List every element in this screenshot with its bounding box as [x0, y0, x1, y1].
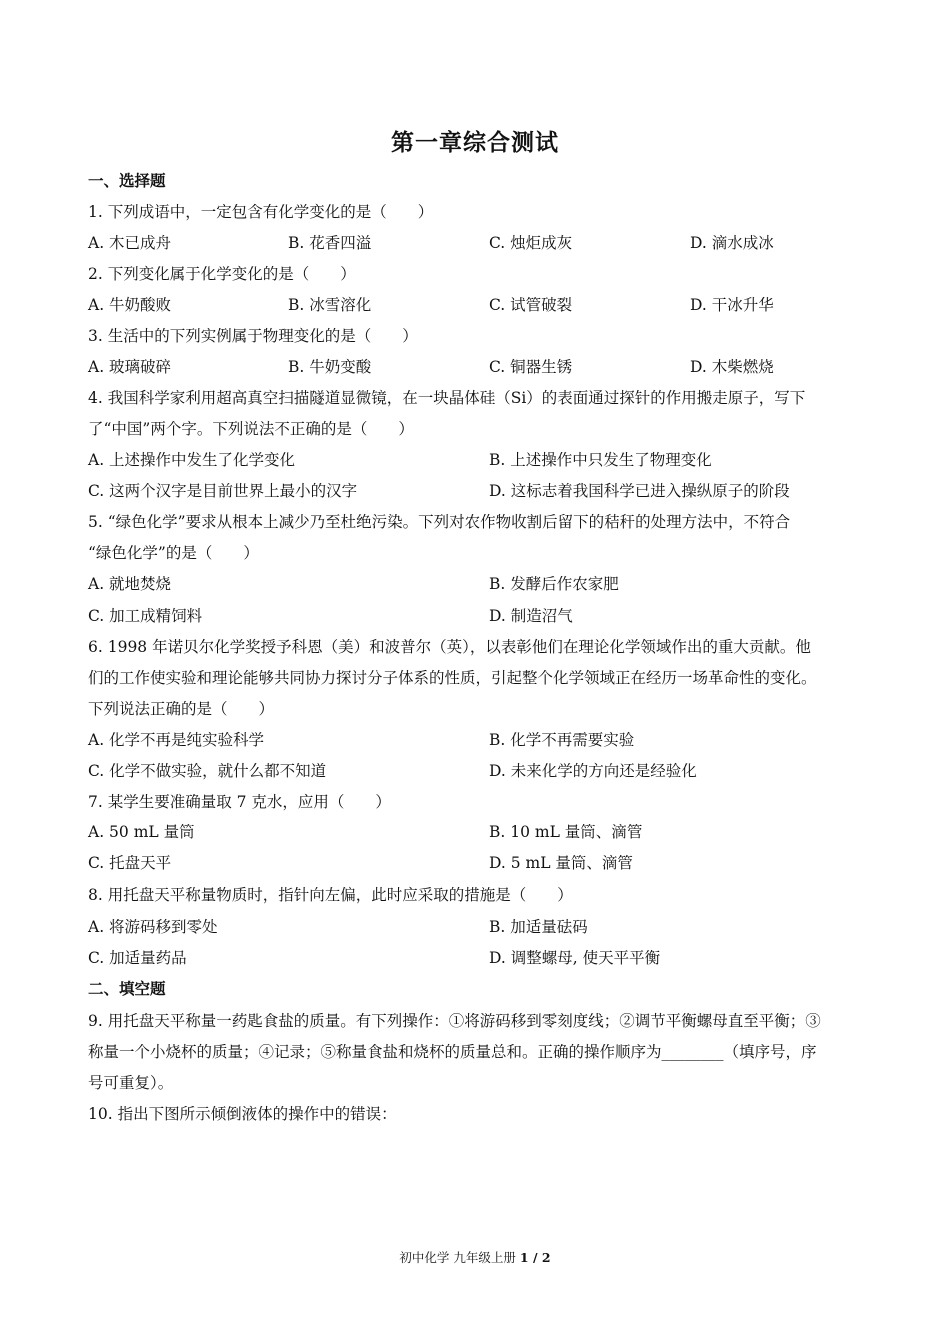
q6-option-b: B. 化学不再需要实验 [489, 731, 635, 749]
q4-option-d: D. 这标志着我国科学已进入操纵原子的阶段 [489, 482, 790, 500]
q7-option-b: B. 10 mL 量筒、滴管 [489, 823, 643, 841]
question-7: 7. 某学生要准确量取 7 克水，应用（ ） [88, 793, 391, 811]
q7-option-c: C. 托盘天平 [88, 854, 172, 872]
question-5-line-1: 5. “绿色化学”要求从根本上减少乃至杜绝污染。下列对农作物收割后留下的秸秆的处理方法中，不符合 [88, 513, 791, 531]
q8-option-a: A. 将游码移到零处 [88, 918, 218, 936]
section-heading-choice: 一、选择题 [88, 171, 166, 190]
q1-option-c: C. 烛炬成灰 [489, 234, 573, 252]
q8-option-c: C. 加适量药品 [88, 949, 187, 967]
q5-option-b: B. 发酵后作农家肥 [489, 575, 619, 593]
q6-option-c: C. 化学不做实验，就什么都不知道 [88, 762, 327, 780]
question-1: 1. 下列成语中，一定包含有化学变化的是（ ） [88, 203, 434, 221]
q2-option-b: B. 冰雪溶化 [288, 296, 372, 314]
question-5-line-2: “绿色化学”的是（ ） [88, 544, 259, 562]
q5-option-c: C. 加工成精饲料 [88, 607, 203, 625]
q6-option-d: D. 未来化学的方向还是经验化 [489, 762, 697, 780]
q3-option-a: A. 玻璃破碎 [88, 358, 172, 376]
question-2: 2. 下列变化属于化学变化的是（ ） [88, 265, 356, 283]
page-footer [0, 1248, 950, 1266]
q5-option-d: D. 制造沼气 [489, 607, 573, 625]
q8-option-d: D. 调整螺母, 使天平平衡 [489, 949, 661, 967]
q8-option-b: B. 加适量砝码 [489, 918, 588, 936]
q3-option-d: D. 木柴燃烧 [690, 358, 774, 376]
question-6-line-2: 们的工作使实验和理论能够共同协力探讨分子体系的性质，引起整个化学领域正在经历一场革命性的变化。 [88, 669, 817, 687]
q7-option-d: D. 5 mL 量筒、滴管 [489, 854, 633, 872]
q1-option-d: D. 滴水成冰 [690, 234, 774, 252]
q3-option-c: C. 铜器生锈 [489, 358, 573, 376]
page-number: 1 / 2 [519, 1250, 551, 1265]
q4-option-b: B. 上述操作中只发生了物理变化 [489, 451, 712, 469]
q3-option-b: B. 牛奶变酸 [288, 358, 372, 376]
q4-option-c: C. 这两个汉字是目前世界上最小的汉字 [88, 482, 358, 500]
q5-option-a: A. 就地焚烧 [88, 575, 172, 593]
question-6-line-1: 6. 1998 年诺贝尔化学奖授予科恩（美）和波普尔（英），以表彰他们在理论化学领域作出的重大贡献。他 [88, 638, 811, 656]
question-9-line-1: 9. 用托盘天平称量一药匙食盐的质量。有下列操作：①将游码移到零刻度线；②调节平衡螺母直至平衡；③ [88, 1012, 821, 1030]
q1-option-b: B. 花香四溢 [288, 234, 372, 252]
question-8: 8. 用托盘天平称量物质时，指针向左偏，此时应采取的措施是（ ） [88, 886, 573, 904]
q1-option-a: A. 木已成舟 [88, 234, 172, 252]
footer-label: 初中化学 九年级上册 [399, 1250, 516, 1265]
question-3: 3. 生活中的下列实例属于物理变化的是（ ） [88, 327, 418, 345]
q6-option-a: A. 化学不再是纯实验科学 [88, 731, 265, 749]
question-9-line-2: 称量一个小烧杯的质量；④记录；⑤称量食盐和烧杯的质量总和。正确的操作顺序为________（填序号，序 [88, 1043, 817, 1061]
section-heading-fill: 二、填空题 [88, 979, 166, 998]
q7-option-a: A. 50 mL 量筒 [88, 823, 195, 841]
question-4-line-2: 了“中国”两个字。下列说法不正确的是（ ） [88, 420, 414, 438]
q2-option-c: C. 试管破裂 [489, 296, 573, 314]
question-4-line-1: 4. 我国科学家利用超高真空扫描隧道显微镜，在一块晶体硅（Si）的表面通过探针的作用搬走原子，写下 [88, 389, 806, 407]
question-6-line-3: 下列说法正确的是（ ） [88, 700, 275, 718]
question-9-line-3: 号可重复）。 [88, 1074, 174, 1092]
question-10: 10. 指出下图所示倾倒液体的操作中的错误： [88, 1105, 397, 1123]
q2-option-d: D. 干冰升华 [690, 296, 774, 314]
q2-option-a: A. 牛奶酸败 [88, 296, 172, 314]
page-title: 第一章综合测试 [391, 129, 559, 156]
q4-option-a: A. 上述操作中发生了化学变化 [88, 451, 296, 469]
